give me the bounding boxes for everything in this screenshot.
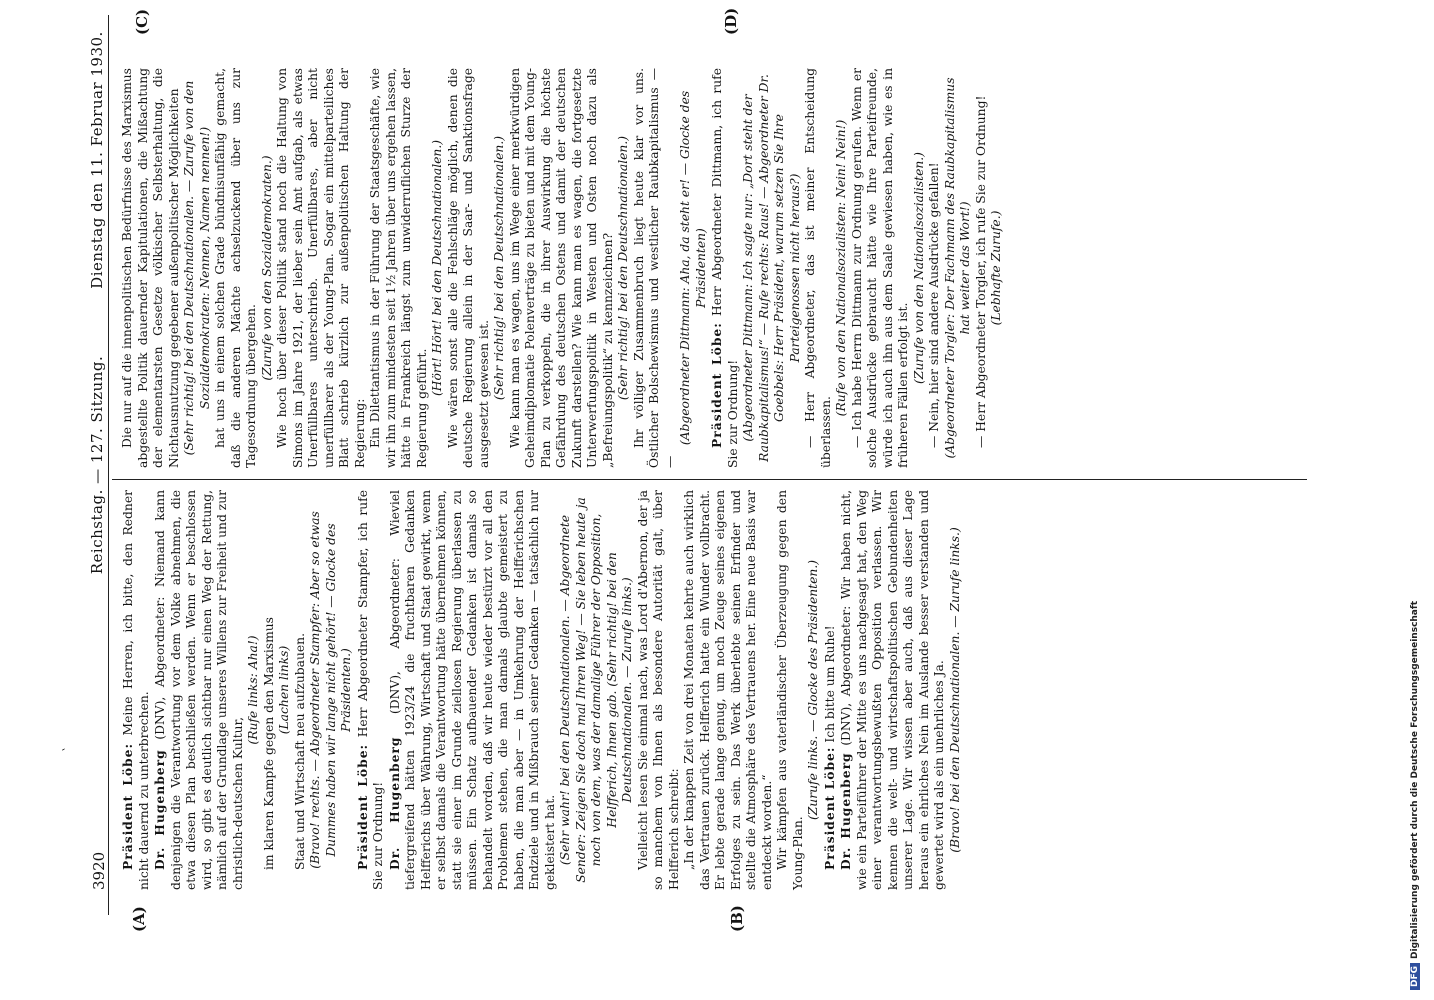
body-paragraph: Wie wären sonst alle die Fehlschläge möglich, denen die deutsche Regierung allein in der Saar- und Sanktionsfrage ausgesetzt gewesen ist. [445, 68, 491, 468]
ink-mark: ˏ [49, 742, 67, 753]
speech-paragraph [355, 490, 387, 890]
speech-text: (DNV), Abgeordneter: Niemand kann denjenigen die Verantwortung vor dem Volke abnehmen, die etwa diesen Plan beschließen werden. Wenn er beschlossen wird, so gibt es deutlich sichtbar nur einen Weg der Rettung, nämlich auf der Grundlage unseres Willens zur Freiheit und zur christlich-deutschen Kultur, [153, 490, 245, 890]
page-number: 3920 [90, 851, 108, 890]
speech-text: Herr Abgeordneter Dittmann, ich rufe Sie zur Ordnung! [710, 68, 740, 468]
body-paragraph: Wir kämpfen aus vaterländischer Überzeugung gegen den Young-Plan. [775, 490, 805, 890]
body-paragraph: Staat und Wirtschaft neu aufzubauen. [292, 633, 307, 870]
interjection: (Lachen links) [277, 645, 291, 735]
body-paragraph: im klaren Kampfe gegen den Marxismus [261, 617, 276, 870]
body-paragraph: — Ich habe Herrn Dittmann zur Ordnung gerufen. Wenn er solche Ausdrücke gebraucht hätte wie Ihre Parteifreunde, würde ich auch ihn aus dem Saale gewiesen haben, wie es in früheren Fällen erfolgt ist. [849, 68, 910, 468]
interjection: (Bravo! rechts. — Abgeordneter Stampfer: Aber so etwas Dummes haben wir lange nicht gehört! — Glocke des Präsidenten.) [308, 511, 353, 869]
speaker-name: Dr. Hugenberg [838, 752, 853, 870]
interjection: (Sehr richtig! bei den Deutschnationalen.) [492, 135, 506, 401]
body-paragraph: Die nur auf die innenpolitischen Bedürfnisse des Marxismus abgestellte Politik dauernder Kapitulationen, die Mißachtung der elementarsten Gesetze völkischer Selbsterhaltung, die Nichtausnutzung gegebener außenpolitischer Möglichkeiten [120, 68, 181, 468]
interjection: (Sehr richtig! bei den Deutschnationalen.) [616, 135, 630, 401]
speech-paragraph [822, 490, 839, 890]
body-paragraph: Ein Dilettantismus in der Führung der Staatsgeschäfte, wie wir ihn zum mindesten seit 1½ Jahren über uns ergehen lassen, hätte in Frankreich längst zum unwiderruflichen Sturze der Regierung geführt. [368, 68, 429, 468]
margin-marker-d: (D) [722, 7, 740, 35]
right-column [120, 68, 1005, 468]
body-paragraph: — Nein, hier sind andere Ausdrücke gefallen! [927, 162, 941, 448]
body-paragraph: Wie hoch über dieser Politik stand noch die Haltung von Simons im Jahre 1921, der lieber sein Amt aufgab, als etwas Unerfüllbares unterschrieb. Unerfüllbares, aber nicht unerfüllbarer als der Young-Plan. Sogar ein mittelparteiliches Blatt schrieb kürzlich zur außenpolitischen Haltung der Regierung: [275, 68, 367, 468]
margin-marker-c: (C) [133, 8, 151, 35]
interjection: (Hört! Hört! bei den Deutschnationalen.) [430, 139, 444, 397]
speech-text: (DNV), Abgeordneter: Wir haben nicht, wie ein Parteiführer der Mitte es uns nachgesagt hat, den Weg einer verantwortungsbewußten Opposition verlassen. Wir kennen die welt- und wirtschaftspolitischen Gebundenheiten unserer Lage. Wir wissen aber auch, daß aus dieser Lage heraus ein ehrliches Nein im Auslande besser verstanden und gewertet wird als ein unehrliches Ja. [839, 489, 946, 890]
speaker-name: Dr. Hugenberg [152, 749, 167, 870]
interjection: (Sehr wahr! bei den Deutschnationalen. — Abgeordnete Sender: Zeigen Sie doch mal Ihren Weg! — Sie leben heute ja noch von dem, was der damalige Führer der Opposition, Helfferich, Ihnen gab. (Sehr richtig! bei den Deutschnationalen. — Zurufe links.) [558, 497, 634, 883]
interjection: (Abgeordneter Dittmann: Ich sagte nur: „Dort steht der Raubkapitalismus!“ — Rufe rechts: Raus! — Abgeordneter Dr. Goebbels: Herr Präsident, warum setzen Sie Ihre Parteigenossen nicht heraus?) [741, 74, 802, 462]
left-column [120, 490, 963, 890]
body-paragraph: Wie kann man es wagen, uns im Wege einer merkwürdigen Geheimdiplomatie Polenverträge zu bieten und mit dem Young-Plan zu verkoppeln, die in ihrer Auswirkung die höchste Gefährdung des deutschen Ostens und damit der deutschen Zukunft darstellen? Wie kann man es wagen, die fortgesetzte Unterwerfungspolitik in Westen und Osten noch dazu als „Befreiungspolitik“ zu kennzeichnen? [507, 68, 615, 468]
watermark-text: Digitalisierung gefördert durch die Deutsche Forschungsgemeinschaft [1410, 600, 1420, 959]
interjection: (Lebhafte Zurufe.) [989, 210, 1003, 326]
speech-text: Meine Herren, ich bitte, den Redner nicht dauernd zu unterbrechen. [121, 489, 151, 890]
speech-paragraph [120, 490, 152, 890]
session-header: Reichstag. — 127. Sitzung. [88, 355, 106, 575]
speech-text: (DNV), Abgeordneter: Wieviel tiefergreifend hätten 1923/24 die fruchtbaren Gedanken Helfferichs über Währung, Wirtschaft und Staat gewirkt, wenn er selbst damals die Verantwortung hätte übernehmen können, statt sie einer im Grunde ziellosen Regierung überlassen zu müssen. Ein Schatz aufbauender Gedanken ist damals so behandelt worden, daß wir heute wieder bestürzt vor all den Problemen stehen, die man damals glaubte gemeistert zu haben, die man aber — in Umkehrung der Helfferichschen Endziele und in Mißbrauch seiner Gedanken — tatsächlich nur gekleistert hat. [387, 490, 557, 890]
speech-text: Herr Abgeordneter Stampfer, ich rufe Sie zur Ordnung! [355, 489, 385, 890]
interjection: (Zurufe von den Sozialdemokraten.) [259, 155, 274, 381]
margin-marker-b: (B) [728, 905, 746, 932]
dfg-logo: DFG [1410, 963, 1420, 990]
speech-paragraph [387, 490, 559, 890]
margin-marker-a: (A) [130, 906, 148, 932]
interjection: (Sehr richtig! bei den Deutschnationalen. — Zurufe von den Sozialdemokraten: Nennen, Namen nennen!) [182, 80, 212, 456]
speech-text: Ich bitte um Ruhe! [822, 625, 837, 747]
speaker-name: Präsident Löbe: [709, 322, 724, 448]
interjection: (Rufe links: Aha!) [246, 635, 260, 745]
interjection: (Bravo! bei den Deutschnationalen. — Zurufe links.) [947, 527, 962, 853]
speech-paragraph [152, 490, 246, 890]
body-paragraph: — Herr Abgeordneter, das ist meiner Entscheidung überlassen. [803, 68, 833, 468]
interjection: (Abgeordneter Dittmann: Aha, da steht er! — Glocke des Präsidenten) [678, 90, 708, 446]
interjection: (Zurufe von den Nationalsozialisten.) [911, 152, 926, 384]
speaker-name: Präsident Löbe: [354, 743, 370, 870]
watermark [1410, 10, 1420, 990]
date-header: Dienstag den 11. Februar 1930. [88, 31, 106, 289]
body-paragraph: Ihr völliger Zusammenbruch liegt heute klar vor uns. Östlicher Bolschewismus und westlicher Raubkapitalismus — — [631, 68, 677, 468]
speech-paragraph [709, 68, 741, 468]
interjection: (Rufe von den Nationalsozialisten: Nein! Nein!) [834, 119, 848, 417]
body-paragraph: „In der knappen Zeit von drei Monaten kehrte auch wirklich das Vertrauen zurück. Helfferich hatte ein Wunder vollbracht. Er lebte gerade lange genug, um noch Zeuge seines eigenen Erfolges zu sein. Das Werk überlebte seinen Erfinder und stellte die Atmosphäre des Vertrauens her. Eine neue Basis war entdeckt worden.“ [682, 490, 774, 890]
body-paragraph: — Herr Abgeordneter Torgler, ich rufe Sie zur Ordnung! [973, 95, 988, 448]
interjection: (Zurufe links. — Glocke des Präsidenten.) [806, 559, 820, 821]
column-divider [112, 479, 1307, 480]
body-paragraph: hat uns in einem solchen Grade bündnisunfähig gemacht, daß die anderen Mächte achselzuckend über uns zur Tagesordnung übergehen. [213, 68, 258, 468]
header-rule [108, 15, 109, 915]
speaker-name: Präsident Löbe: [821, 746, 837, 870]
speech-paragraph [838, 490, 948, 890]
speaker-name: Dr. Hugenberg [386, 736, 402, 870]
speaker-name: Präsident Löbe: [120, 742, 135, 870]
body-paragraph: Vielleicht lesen Sie einmal nach, was Lord d'Abernon, der ja so manchem von Ihnen als besondere Autorität galt, über Helfferich schreibt: [635, 490, 681, 890]
interjection: (Abgeordneter Torgler: Der Fachmann des Raubkapitalismus hat weiter das Wort!) [942, 77, 972, 459]
